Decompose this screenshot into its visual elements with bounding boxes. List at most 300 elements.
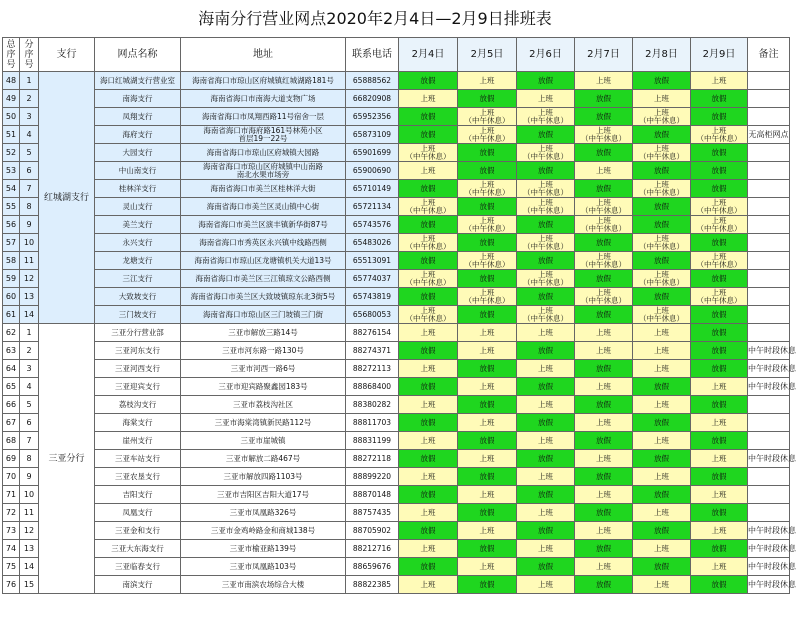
- outlet-phone: 65680053: [346, 306, 399, 324]
- outlet-name: 海府支行: [95, 126, 181, 144]
- outlet-phone: 65774037: [346, 270, 399, 288]
- row-note: [748, 252, 790, 270]
- outlet-name: 三亚迎宾支行: [95, 378, 181, 396]
- header-date-4: 2月7日: [575, 38, 633, 72]
- shift-cell: 放假: [399, 486, 458, 504]
- outlet-name: 凤翔支行: [95, 108, 181, 126]
- outlet-phone: 88212716: [346, 540, 399, 558]
- outlet-name: 海口红城湖支行营业室: [95, 72, 181, 90]
- seq-total: 58: [3, 252, 20, 270]
- shift-cell: 放假: [633, 450, 691, 468]
- table-row: [3, 180, 790, 198]
- seq-sub: 6: [20, 162, 39, 180]
- shift-cell: 放假: [517, 72, 575, 90]
- shift-cell: 上班: [691, 450, 748, 468]
- shift-cell: 上班: [575, 324, 633, 342]
- shift-cell: 放假: [633, 378, 691, 396]
- outlet-address: 三亚市迎宾路聚鑫园183号: [181, 378, 346, 396]
- shift-cell: 上班 （中午休息）: [458, 288, 517, 306]
- table-row: [3, 306, 790, 324]
- shift-cell: 上班: [399, 576, 458, 594]
- shift-cell: 放假: [575, 396, 633, 414]
- row-note: 中午时段休息: [748, 342, 790, 360]
- outlet-address: 海南省海口市琼山区府城镇中山南路 南北水果市场旁: [181, 162, 346, 180]
- shift-cell: 放假: [575, 540, 633, 558]
- shift-cell: 上班 （中午休息）: [517, 180, 575, 198]
- outlet-phone: 88899220: [346, 468, 399, 486]
- outlet-phone: 65710149: [346, 180, 399, 198]
- shift-cell: 上班 （中午休息）: [633, 270, 691, 288]
- seq-total: 76: [3, 576, 20, 594]
- shift-cell: 放假: [691, 324, 748, 342]
- shift-cell: 放假: [458, 360, 517, 378]
- shift-cell: 上班: [458, 450, 517, 468]
- shift-cell: 上班 （中午休息）: [575, 198, 633, 216]
- table-row: [3, 576, 790, 594]
- row-note: [748, 216, 790, 234]
- shift-cell: 放假: [517, 162, 575, 180]
- seq-sub: 5: [20, 144, 39, 162]
- shift-cell: 放假: [691, 270, 748, 288]
- outlet-phone: 65721134: [346, 198, 399, 216]
- shift-cell: 上班: [399, 540, 458, 558]
- shift-cell: 上班: [517, 324, 575, 342]
- outlet-phone: 65743576: [346, 216, 399, 234]
- shift-cell: 放假: [517, 486, 575, 504]
- shift-cell: 放假: [633, 126, 691, 144]
- outlet-address: 三亚市凤凰路103号: [181, 558, 346, 576]
- seq-total: 48: [3, 72, 20, 90]
- shift-cell: 放假: [691, 540, 748, 558]
- shift-cell: 放假: [517, 378, 575, 396]
- seq-sub: 2: [20, 90, 39, 108]
- shift-cell: 放假: [691, 432, 748, 450]
- row-note: [748, 504, 790, 522]
- outlet-address: 三亚市凤凰路326号: [181, 504, 346, 522]
- seq-total: 56: [3, 216, 20, 234]
- seq-sub: 14: [20, 306, 39, 324]
- outlet-phone: 65513091: [346, 252, 399, 270]
- outlet-phone: 65901699: [346, 144, 399, 162]
- seq-total: 52: [3, 144, 20, 162]
- shift-cell: 上班 （中午休息）: [399, 234, 458, 252]
- shift-cell: 放假: [691, 396, 748, 414]
- shift-cell: 放假: [517, 450, 575, 468]
- seq-total: 74: [3, 540, 20, 558]
- shift-cell: 放假: [458, 90, 517, 108]
- table-row: [3, 144, 790, 162]
- outlet-phone: 88380282: [346, 396, 399, 414]
- header-name: 网点名称: [95, 38, 181, 72]
- shift-cell: 上班: [575, 378, 633, 396]
- outlet-name: 龙塘支行: [95, 252, 181, 270]
- shift-cell: 上班: [691, 558, 748, 576]
- seq-total: 49: [3, 90, 20, 108]
- shift-cell: 上班 （中午休息）: [517, 108, 575, 126]
- outlet-address: 三亚市解放三路14号: [181, 324, 346, 342]
- shift-cell: 上班 （中午休息）: [633, 180, 691, 198]
- outlet-name: 永兴支行: [95, 234, 181, 252]
- shift-cell: 放假: [691, 234, 748, 252]
- seq-total: 60: [3, 288, 20, 306]
- header-seq-sub: 分序号: [20, 38, 39, 72]
- shift-cell: 上班: [633, 576, 691, 594]
- shift-cell: 上班: [458, 558, 517, 576]
- shift-cell: 上班 （中午休息）: [517, 198, 575, 216]
- outlet-address: 海南省海口市凤翔西路11号宿舍一层: [181, 108, 346, 126]
- shift-cell: 放假: [691, 162, 748, 180]
- outlet-phone: 88272118: [346, 450, 399, 468]
- shift-cell: 上班 （中午休息）: [517, 234, 575, 252]
- outlet-phone: 88705902: [346, 522, 399, 540]
- seq-total: 67: [3, 414, 20, 432]
- shift-cell: 上班: [633, 360, 691, 378]
- outlet-address: 三亚市海棠湾镇新民路112号: [181, 414, 346, 432]
- shift-cell: 上班: [399, 90, 458, 108]
- seq-sub: 8: [20, 450, 39, 468]
- shift-cell: 上班 （中午休息）: [575, 216, 633, 234]
- row-note: [748, 270, 790, 288]
- seq-sub: 14: [20, 558, 39, 576]
- outlet-address: 海南省海口市琼山区龙塘镇机关大道13号: [181, 252, 346, 270]
- outlet-phone: 88811703: [346, 414, 399, 432]
- shift-cell: 放假: [458, 576, 517, 594]
- shift-cell: 上班: [633, 324, 691, 342]
- seq-sub: 1: [20, 72, 39, 90]
- shift-cell: 上班: [517, 90, 575, 108]
- header-seq-total: 总序号: [3, 38, 20, 72]
- shift-cell: 上班 （中午休息）: [458, 252, 517, 270]
- table-row: [3, 270, 790, 288]
- outlet-name: 灵山支行: [95, 198, 181, 216]
- shift-cell: 上班 （中午休息）: [691, 126, 748, 144]
- shift-cell: 放假: [399, 558, 458, 576]
- outlet-name: 三亚河东支行: [95, 342, 181, 360]
- seq-sub: 13: [20, 540, 39, 558]
- shift-cell: 上班: [517, 432, 575, 450]
- shift-cell: 上班: [691, 522, 748, 540]
- shift-cell: 上班 （中午休息）: [575, 126, 633, 144]
- shift-cell: 放假: [458, 432, 517, 450]
- shift-cell: 上班: [691, 414, 748, 432]
- outlet-address: 海南省海口市琼山区三门坡镇三门街: [181, 306, 346, 324]
- shift-cell: 上班: [691, 378, 748, 396]
- shift-cell: 上班 （中午休息）: [399, 144, 458, 162]
- outlet-name: 荔枝沟支行: [95, 396, 181, 414]
- outlet-name: 大园支行: [95, 144, 181, 162]
- row-note: [748, 486, 790, 504]
- seq-sub: 6: [20, 414, 39, 432]
- outlet-address: 海南省海口市南海大道支物广场: [181, 90, 346, 108]
- row-note: [748, 72, 790, 90]
- shift-cell: 放假: [691, 306, 748, 324]
- row-note: [748, 468, 790, 486]
- outlet-name: 三亚金和支行: [95, 522, 181, 540]
- outlet-phone: 88757435: [346, 504, 399, 522]
- outlet-phone: 88822385: [346, 576, 399, 594]
- shift-cell: 放假: [517, 252, 575, 270]
- outlet-address: 三亚市解放二路467号: [181, 450, 346, 468]
- outlet-phone: 65483026: [346, 234, 399, 252]
- shift-cell: 上班: [458, 378, 517, 396]
- outlet-name: 南滨支行: [95, 576, 181, 594]
- row-note: [748, 198, 790, 216]
- row-note: 中午时段休息: [748, 558, 790, 576]
- outlet-phone: 88276154: [346, 324, 399, 342]
- shift-cell: 放假: [517, 342, 575, 360]
- seq-sub: 5: [20, 396, 39, 414]
- table-header-row: [3, 38, 790, 72]
- shift-cell: 放假: [575, 144, 633, 162]
- header-note: 备注: [748, 38, 790, 72]
- outlet-name: 凤凰支行: [95, 504, 181, 522]
- shift-cell: 放假: [575, 108, 633, 126]
- shift-cell: 放假: [691, 576, 748, 594]
- shift-cell: 上班 （中午休息）: [458, 216, 517, 234]
- seq-sub: 12: [20, 522, 39, 540]
- outlet-address: 三亚市南滨农场综合大楼: [181, 576, 346, 594]
- table-row: [3, 90, 790, 108]
- shift-cell: 放假: [399, 108, 458, 126]
- table-row: [3, 378, 790, 396]
- schedule-table: [2, 37, 796, 594]
- shift-cell: 放假: [458, 306, 517, 324]
- shift-cell: 放假: [458, 144, 517, 162]
- shift-cell: 上班 （中午休息）: [517, 144, 575, 162]
- outlet-name: 崖州支行: [95, 432, 181, 450]
- shift-cell: 放假: [633, 216, 691, 234]
- seq-sub: 4: [20, 126, 39, 144]
- row-note: [748, 234, 790, 252]
- outlet-name: 吉阳支行: [95, 486, 181, 504]
- shift-cell: 放假: [399, 522, 458, 540]
- row-note: [748, 162, 790, 180]
- table-row: [3, 126, 790, 144]
- shift-cell: 放假: [517, 126, 575, 144]
- shift-cell: 放假: [575, 90, 633, 108]
- shift-cell: 上班 （中午休息）: [575, 252, 633, 270]
- outlet-address: 海南省海口市美兰区灵山镇中心街: [181, 198, 346, 216]
- shift-cell: 上班: [575, 414, 633, 432]
- seq-sub: 7: [20, 432, 39, 450]
- outlet-name: 三亚农垦支行: [95, 468, 181, 486]
- seq-total: 73: [3, 522, 20, 540]
- shift-cell: 上班: [399, 468, 458, 486]
- shift-cell: 上班: [575, 486, 633, 504]
- shift-cell: 放假: [691, 360, 748, 378]
- shift-cell: 放假: [575, 270, 633, 288]
- shift-cell: 上班: [691, 72, 748, 90]
- table-row: [3, 468, 790, 486]
- outlet-name: 三亚车站支行: [95, 450, 181, 468]
- table-row: [3, 432, 790, 450]
- table-row: [3, 414, 790, 432]
- seq-total: 59: [3, 270, 20, 288]
- shift-cell: 上班: [633, 432, 691, 450]
- shift-cell: 放假: [458, 396, 517, 414]
- outlet-phone: 88868400: [346, 378, 399, 396]
- outlet-address: 三亚市榆亚路139号: [181, 540, 346, 558]
- seq-total: 75: [3, 558, 20, 576]
- seq-sub: 13: [20, 288, 39, 306]
- seq-sub: 7: [20, 180, 39, 198]
- shift-cell: 放假: [517, 558, 575, 576]
- seq-sub: 3: [20, 360, 39, 378]
- shift-cell: 上班: [575, 72, 633, 90]
- outlet-address: 海南省海口市海府路161号林苑小区 首层19一22号: [181, 126, 346, 144]
- seq-sub: 8: [20, 198, 39, 216]
- shift-cell: 放假: [399, 288, 458, 306]
- shift-cell: 放假: [399, 126, 458, 144]
- outlet-phone: 65952356: [346, 108, 399, 126]
- table-row: [3, 396, 790, 414]
- shift-cell: 放假: [458, 540, 517, 558]
- seq-sub: 12: [20, 270, 39, 288]
- shift-cell: 上班: [633, 342, 691, 360]
- outlet-address: 三亚市吉阳区吉阳大道17号: [181, 486, 346, 504]
- shift-cell: 放假: [575, 234, 633, 252]
- header-branch: 支行: [39, 38, 95, 72]
- outlet-phone: 65743819: [346, 288, 399, 306]
- seq-total: 69: [3, 450, 20, 468]
- outlet-name: 三亚河西支行: [95, 360, 181, 378]
- outlet-address: 海南省海口市美兰区三江镇琼文公路西侧: [181, 270, 346, 288]
- shift-cell: 上班: [517, 468, 575, 486]
- seq-total: 72: [3, 504, 20, 522]
- outlet-address: 海南省海口市琼山区府城镇大园路: [181, 144, 346, 162]
- row-note: [748, 144, 790, 162]
- table-row: [3, 486, 790, 504]
- shift-cell: 上班: [399, 396, 458, 414]
- shift-cell: 上班: [633, 396, 691, 414]
- header-date-2: 2月5日: [458, 38, 517, 72]
- header-date-5: 2月8日: [633, 38, 691, 72]
- seq-total: 71: [3, 486, 20, 504]
- shift-cell: 上班: [575, 162, 633, 180]
- shift-cell: 放假: [517, 414, 575, 432]
- outlet-name: 南海支行: [95, 90, 181, 108]
- outlet-phone: 65873109: [346, 126, 399, 144]
- seq-total: 55: [3, 198, 20, 216]
- outlet-address: 三亚市河西一路6号: [181, 360, 346, 378]
- shift-cell: 放假: [575, 180, 633, 198]
- shift-cell: 放假: [458, 198, 517, 216]
- shift-cell: 放假: [691, 504, 748, 522]
- shift-cell: 放假: [633, 558, 691, 576]
- outlet-name: 大致坡支行: [95, 288, 181, 306]
- shift-cell: 上班: [399, 324, 458, 342]
- outlet-address: 海南省海口市美兰区桂林洋大街: [181, 180, 346, 198]
- outlet-name: 海棠支行: [95, 414, 181, 432]
- shift-cell: 上班: [691, 486, 748, 504]
- shift-cell: 放假: [633, 198, 691, 216]
- shift-cell: 上班 （中午休息）: [399, 306, 458, 324]
- shift-cell: 放假: [691, 90, 748, 108]
- shift-cell: 上班 （中午休息）: [691, 216, 748, 234]
- shift-cell: 上班 （中午休息）: [517, 306, 575, 324]
- shift-cell: 放假: [458, 162, 517, 180]
- row-note: [748, 324, 790, 342]
- row-note: 无高柜网点: [748, 126, 790, 144]
- shift-cell: 上班: [399, 432, 458, 450]
- seq-total: 66: [3, 396, 20, 414]
- shift-cell: 放假: [575, 360, 633, 378]
- row-note: 中午时段休息: [748, 576, 790, 594]
- shift-cell: 放假: [399, 378, 458, 396]
- outlet-name: 美兰支行: [95, 216, 181, 234]
- outlet-address: 海南省海口市美兰区大致坡镇琼东北3街5号: [181, 288, 346, 306]
- shift-cell: 上班 （中午休息）: [691, 198, 748, 216]
- table-row: [3, 288, 790, 306]
- seq-sub: 4: [20, 378, 39, 396]
- shift-cell: 放假: [399, 342, 458, 360]
- row-note: 中午时段休息: [748, 450, 790, 468]
- seq-total: 70: [3, 468, 20, 486]
- shift-cell: 放假: [691, 108, 748, 126]
- shift-cell: 上班: [575, 450, 633, 468]
- shift-cell: 上班: [458, 72, 517, 90]
- outlet-name: 桂林洋支行: [95, 180, 181, 198]
- row-note: 中午时段休息: [748, 378, 790, 396]
- shift-cell: 放假: [458, 270, 517, 288]
- shift-cell: 放假: [458, 504, 517, 522]
- table-row: [3, 198, 790, 216]
- header-date-3: 2月6日: [517, 38, 575, 72]
- seq-sub: 10: [20, 234, 39, 252]
- seq-sub: 3: [20, 108, 39, 126]
- outlet-phone: 88831199: [346, 432, 399, 450]
- row-note: [748, 180, 790, 198]
- row-note: [748, 90, 790, 108]
- shift-cell: 上班: [575, 522, 633, 540]
- shift-cell: 放假: [399, 72, 458, 90]
- outlet-phone: 65900690: [346, 162, 399, 180]
- branch-name: 三亚分行: [39, 324, 95, 594]
- shift-cell: 上班: [399, 360, 458, 378]
- shift-cell: 放假: [691, 144, 748, 162]
- shift-cell: 放假: [517, 288, 575, 306]
- shift-cell: 上班: [517, 396, 575, 414]
- shift-cell: 上班: [575, 558, 633, 576]
- shift-cell: 上班 （中午休息）: [399, 198, 458, 216]
- shift-cell: 上班: [517, 504, 575, 522]
- seq-total: 54: [3, 180, 20, 198]
- outlet-address: 三亚市崖城镇: [181, 432, 346, 450]
- seq-total: 51: [3, 126, 20, 144]
- row-note: [748, 306, 790, 324]
- table-row: [3, 324, 790, 342]
- shift-cell: 放假: [399, 180, 458, 198]
- header-address: 地址: [181, 38, 346, 72]
- shift-cell: 放假: [399, 414, 458, 432]
- shift-cell: 上班 （中午休息）: [633, 144, 691, 162]
- table-row: [3, 540, 790, 558]
- shift-cell: 放假: [575, 306, 633, 324]
- shift-cell: 放假: [575, 504, 633, 522]
- table-row: [3, 522, 790, 540]
- shift-cell: 上班: [458, 324, 517, 342]
- table-row: [3, 558, 790, 576]
- seq-total: 64: [3, 360, 20, 378]
- table-row: [3, 252, 790, 270]
- shift-cell: 放假: [399, 216, 458, 234]
- outlet-address: 海南省海口市琼山区府城镇红城湖路181号: [181, 72, 346, 90]
- seq-total: 53: [3, 162, 20, 180]
- row-note: 中午时段休息: [748, 522, 790, 540]
- row-note: [748, 396, 790, 414]
- shift-cell: 上班: [399, 504, 458, 522]
- seq-sub: 2: [20, 342, 39, 360]
